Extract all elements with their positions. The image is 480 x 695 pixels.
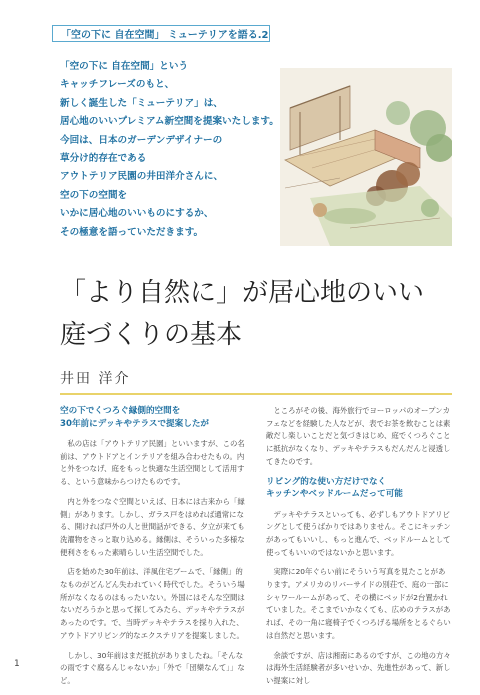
divider-rule <box>60 393 452 395</box>
body-paragraph: 余談ですが、店は湘南にあるのですが、この地の方々は海外生活経験者が多いせいか、先進性があって、新しい提案に対し <box>266 650 451 685</box>
intro-line: 居心地のいいプレミアム新空間を提案いたします。 <box>60 116 279 128</box>
intro-line: 空の下の空間を <box>60 189 128 201</box>
intro-line: アウトテリア民園の井田洋介さんに、 <box>60 171 224 183</box>
intro-line: いかに居心地のいいものにするか、 <box>60 208 214 220</box>
heading-line: リビング的な使い方だけでなく <box>266 476 387 487</box>
right-column <box>266 405 452 695</box>
heading-line: キッチンやベッドルームだって可能 <box>266 489 403 500</box>
body-paragraph: 私の店は「アウトテリア民園」といいますが、この名前は、アウトドアとインテリアを組み合わせたもの。内と外をつなげ、庭をもっと快適な生活空間として活用する、という意味からつけたものです。 <box>60 439 245 487</box>
intro-line: 今回は、日本のガーデンデザイナーの <box>60 134 223 146</box>
intro-line: 草分け的存在である <box>60 153 147 165</box>
series-tag <box>52 25 270 42</box>
series-tag-text: 「空の下に 自在空間」 ミューテリアを語る.2 <box>61 30 269 41</box>
intro-text <box>60 58 279 242</box>
heading-line: 空の下でくつろぐ縁側的空間を <box>60 406 181 416</box>
intro-line: その極意を語っていただきます。 <box>60 226 204 238</box>
body-paragraph: しかし、30年前はまだ抵抗がありましたね。「そんなの雨ですぐ腐るんじゃないか」「外で「団欒なんて」」など。 <box>60 650 245 685</box>
intro-line: キャッチフレーズのもと、 <box>60 79 175 91</box>
title-line: 「より自然に」が居心地のいい <box>60 278 425 308</box>
intro-line: 新しく誕生した「ミューテリア」は、 <box>60 97 223 109</box>
author-name: 井田 洋介 <box>60 371 131 387</box>
left-column <box>60 405 246 695</box>
heading-line: 30年前にデッキやテラスで提案したが <box>60 418 210 429</box>
title-line: 庭づくりの基本 <box>60 320 243 350</box>
body-paragraph: 実際に20年ぐらい前にそういう写真を見たことがあります。アメリカのリバーサイドの別荘で、庭の一部にシャワールームがあって、その横にベッドが2台置かれていました。そこまでいかなくても、広めのテラスがあれば、その一角に寝椅子でくつろげる場所をとるぐらいは自然だと思います。 <box>266 567 451 640</box>
intro-line: 「空の下に 自在空間」という <box>60 61 189 72</box>
page-title <box>60 272 424 356</box>
body-paragraph: 店を始めた30年前は、洋風住宅ブームで、「縁側」的なものがどんどん失われていく時代でした。そういう場所がなくなるのはもったいない。外国にはそんな空間はないだろうかと思って探してみたら、デッキやテラスがあったのです。で、当時デッキやテラスを採り入れた、アウトドアリビング的なエクステリアを提案しました。 <box>60 567 245 640</box>
section-heading <box>60 405 246 430</box>
body-paragraph: ところがその後、海外旅行でヨーロッパのオープンカフェなどを経験した人などが、表でお茶を飲むことは素敵だし楽しいことだと気づきはじめ、庭でくつろぐことに抵抗がなくなり、デッキやテラスもだんだんと浸透してきたのです。 <box>266 406 451 466</box>
garden-sketch-illustration <box>280 68 452 246</box>
body-paragraph: デッキやテラスといっても、必ずしもアウトドアリビングとして使うばかりではありません。そこにキッチンがあってもいいし、もっと進んで、ベッドルームとして使ってもいいのではないかと思います。 <box>266 509 451 557</box>
section-heading <box>266 476 452 501</box>
body-paragraph: 内と外をつなぐ空間といえば、日本には古来から「縁側」があります。しかし、ガラス戸をはめれば通常になる、開ければ戸外の人と世間話ができる、夕立が来ても洗濯物をさっと取り込める。縁側は、そういった多様な便利さをもった素晴らしい生活空間でした。 <box>60 496 245 557</box>
page-number: 1 <box>14 659 20 669</box>
